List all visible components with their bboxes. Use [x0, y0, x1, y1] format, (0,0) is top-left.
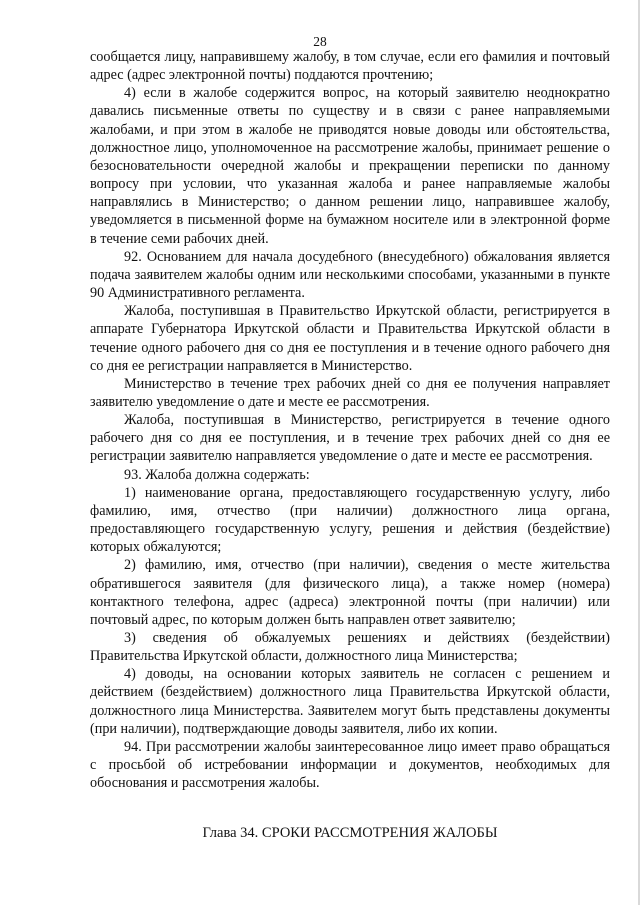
chapter-title: Глава 34. СРОКИ РАССМОТРЕНИЯ ЖАЛОБЫ [202, 825, 498, 841]
paragraph-92: 92. Основанием для начала досудебного (внесудебного) обжалования является подача заявителем жалобы одним или несколькими способами, указанными в пункте 90 Административного регламента. [90, 248, 610, 302]
paragraph-93-item-3: 3) сведения об обжалуемых решениях и действиях (бездействии) Правительства Иркутской области, должностного лица Министерства; [90, 630, 610, 665]
paragraph-government-registration: Жалоба, поступившая в Правительство Иркутской области, регистрируется в аппарате Губернатора Иркутской области и Правительства Иркутской области в течение одного рабочего дня со дня ее поступления и в течение одного рабочего дня со дня ее регистрации направляется в Министерство. [90, 303, 610, 374]
paragraph-ministry-notice: Министерство в течение трех рабочих дней со дня ее получения направляет заявителю уведомление о дате и месте ее рассмотрения. [90, 375, 610, 410]
paragraph-93-item-4: 4) доводы, на основании которых заявитель не согласен с решением и действием (бездействием) должностного лица Правительства Иркутской области, должностного лица Министерства. Заявителем могут быть представлены документы (при наличии), подтверждающие доводы заявителя, либо их копии. [90, 666, 610, 737]
paragraph-94: 94. При рассмотрении жалобы заинтересованное лицо имеет право обращаться с просьбой об истребовании информации и документов, необходимых для обоснования и рассмотрения жалобы. [90, 738, 610, 792]
paragraph-item-4: 4) если в жалобе содержится вопрос, на который заявителю неоднократно давались письменные ответы по существу и в связи с ранее направляемыми жалобами, и при этом в жалобе не приводятся новые доводы или обстоятельства, должностное лицо, уполномоченное на рассмотрение жалобы, принимает решение о безосновательности очередной жалобы и прекращении переписки по данному вопросу при условии, что указанная жалоба и ранее направляемые жалобы направлялись в Министерство; о данном решении лицо, направившее жалобу, уведомляется в письменной форме на бумажном носителе или в электронной форме в течение семи рабочих дней. [90, 85, 610, 247]
paragraph-ministry-registration: Жалоба, поступившая в Министерство, регистрируется в течение одного рабочего дня со дня ее поступления, и в течение трех рабочих дней со дня ее регистрации заявителю направляется уведомление о дате и месте ее рассмотрения. [90, 412, 610, 465]
paragraph-93: 93. Жалоба должна содержать: [124, 466, 310, 483]
page-number: 28 [313, 34, 327, 49]
paragraph-93-item-1: 1) наименование органа, предоставляющего государственную услугу, либо фамилию, имя, отчество (при наличии) должностного лица органа, предоставляющего государственную услугу, решения и действия (бездействие) которых обжалуются; [90, 484, 610, 556]
paragraph-continuation: сообщается лицу, направившему жалобу, в том случае, если его фамилия и почтовый адрес (адрес электронной почты) поддаются прочтению; [90, 49, 610, 84]
paragraph-93-item-2: 2) фамилию, имя, отчество (при наличии), сведения о месте жительства обратившегося заявителя (для физического лица), а также номер (номера) контактного телефона, адрес (адреса) электронной почты (при наличии) или почтовый адрес, по которым должен быть направлен ответ заявителю; [90, 557, 610, 628]
document-body [90, 48, 610, 792]
